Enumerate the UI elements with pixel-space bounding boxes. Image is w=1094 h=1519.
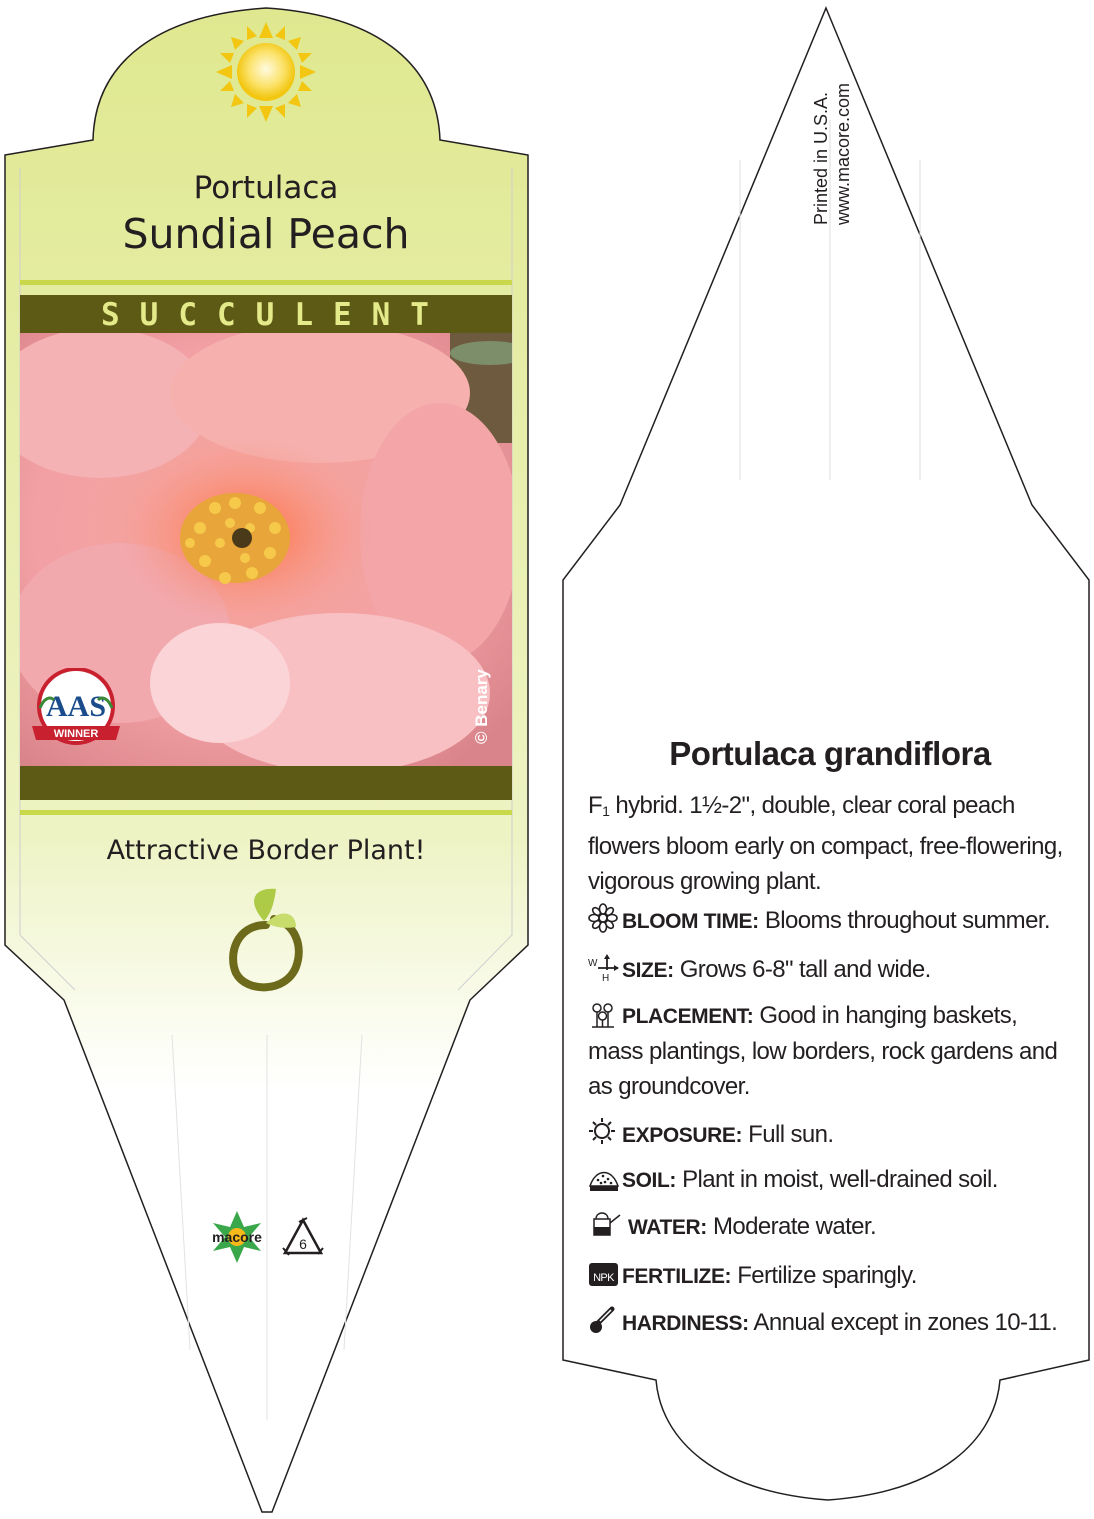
- thermometer-icon: [588, 1305, 622, 1331]
- brand-logos: [203, 1205, 333, 1275]
- tagline: Attractive Border Plant!: [106, 835, 426, 866]
- care-text: Grows 6-8" tall and wide.: [673, 956, 931, 983]
- care-label: EXPOSURE:: [622, 1124, 743, 1147]
- printer-info: [810, 83, 854, 225]
- website-text: www.macore.com: [833, 82, 853, 225]
- variety-name: Sundial Peach: [122, 210, 410, 258]
- care-label: SIZE:: [622, 959, 674, 982]
- care-text: Annual except in zones 10-11.: [748, 1309, 1058, 1336]
- size-icon: [588, 952, 622, 982]
- care-text: Plant in moist, well-drained soil.: [676, 1166, 998, 1193]
- care-label: SOIL:: [622, 1169, 676, 1192]
- photo-credit: © Benary: [472, 669, 491, 744]
- care-text: Moderate water.: [706, 1213, 877, 1240]
- description-text: hybrid. 1½-2", double, clear coral peach flowers bloom early on compact, free-flowering, vigorous growing plant.: [588, 792, 1063, 895]
- svg-text:NPK: NPK: [593, 1272, 614, 1284]
- soil-icon: [588, 1164, 622, 1190]
- care-row-placement: [588, 998, 1078, 1104]
- care-label: FERTILIZE:: [622, 1265, 732, 1288]
- recycle-icon: [283, 1218, 323, 1255]
- placement-icon: [588, 1000, 622, 1026]
- care-row-soil: [588, 1162, 1078, 1198]
- care-label: HARDINESS:: [622, 1312, 749, 1335]
- sun-icon: [588, 1117, 622, 1143]
- care-row-size: [588, 952, 1078, 988]
- aas-letters: AAS: [45, 690, 107, 723]
- f1-subscript: 1: [602, 803, 610, 819]
- genus-name: Portulaca: [193, 170, 339, 206]
- aas-winner-badge: [26, 668, 126, 748]
- care-row-water: [588, 1209, 1078, 1245]
- svg-text:W: W: [588, 958, 597, 969]
- care-row-hardiness: [588, 1305, 1078, 1341]
- care-label: BLOOM TIME:: [622, 910, 759, 933]
- watering-can-icon: [588, 1209, 628, 1235]
- care-label: WATER:: [628, 1216, 707, 1239]
- bottom-bar: [20, 766, 512, 800]
- care-text: Full sun.: [742, 1121, 834, 1148]
- care-text: Blooms throughout summer.: [758, 907, 1050, 934]
- plant-description: [588, 788, 1078, 899]
- care-row-fertilize: [588, 1258, 1078, 1294]
- svg-text:H: H: [602, 973, 609, 982]
- care-row-exposure: [588, 1117, 1078, 1153]
- recycle-code: 6: [299, 1236, 307, 1252]
- printed-in-text: Printed in U.S.A.: [811, 91, 831, 225]
- flower-icon: [588, 903, 622, 929]
- category-label: SUCCULENT: [101, 297, 449, 333]
- scientific-name: Portulaca grandiflora: [669, 735, 991, 772]
- care-label: PLACEMENT:: [622, 1005, 754, 1028]
- care-text: Fertilize sparingly.: [731, 1262, 917, 1289]
- aas-ribbon-text: WINNER: [53, 728, 99, 740]
- npk-icon: [588, 1260, 622, 1286]
- f1-prefix: F: [588, 792, 603, 819]
- macore-brand-name: macore: [212, 1229, 262, 1245]
- care-row-bloom-time: [588, 903, 1078, 939]
- care-text: Good in hanging baskets, mass plantings, low borders, rock gardens and as groundcover.: [588, 1002, 1058, 1100]
- sun-icon: [216, 22, 316, 122]
